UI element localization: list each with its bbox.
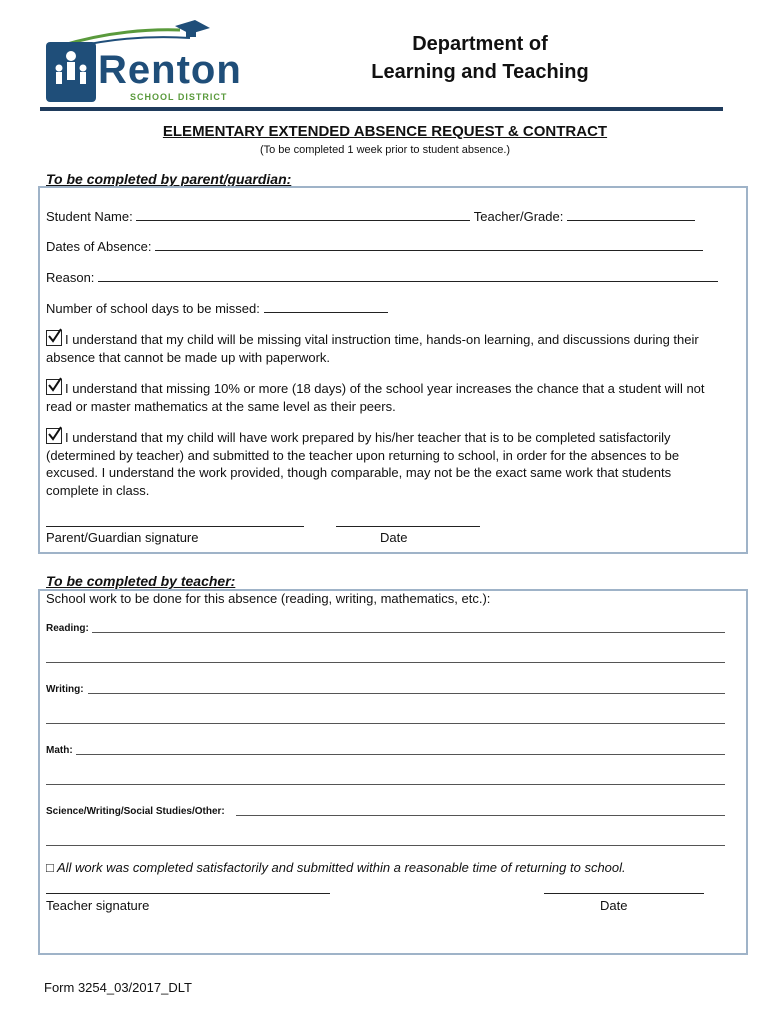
teacher-section-heading: To be completed by teacher:: [46, 573, 236, 589]
writing-line-1[interactable]: [88, 693, 725, 694]
teacher-date-line[interactable]: [544, 893, 704, 894]
statement-2: [46, 379, 726, 415]
teacher-signature-label: Teacher signature: [46, 898, 150, 913]
student-name-row: [46, 207, 695, 224]
dates-field[interactable]: [155, 237, 703, 251]
form-number: Form 3254_03/2017_DLT: [44, 980, 192, 995]
statement-3: [46, 428, 726, 499]
student-name-field[interactable]: [136, 207, 470, 221]
other-subjects-line-1[interactable]: [236, 815, 725, 816]
form-title: ELEMENTARY EXTENDED ABSENCE REQUEST & CONTRACT: [162, 123, 608, 140]
reading-line-1[interactable]: [92, 632, 725, 633]
parent-date-line[interactable]: [336, 526, 480, 527]
reading-label: Reading:: [46, 623, 89, 634]
writing-label: Writing:: [46, 684, 84, 695]
reason-field[interactable]: [98, 268, 718, 282]
student-name-label: Student Name:: [46, 209, 133, 224]
other-subjects-label: Science/Writing/Social Studies/Other:: [46, 806, 225, 817]
statement-1: [46, 330, 726, 366]
days-missed-label: Number of school days to be missed:: [46, 301, 260, 316]
statement-2-text: I understand that missing 10% or more (18 days) of the school year increases the chance that a student will not read or master mathematics at the same level as their peers.: [46, 381, 705, 414]
reason-label: Reason:: [46, 270, 95, 285]
teacher-grade-label: Teacher/Grade:: [473, 209, 564, 224]
teacher-signature-line[interactable]: [46, 893, 330, 894]
checkmark-icon: [47, 377, 63, 393]
parent-section-heading: To be completed by parent/guardian:: [46, 171, 292, 187]
teacher-grade-field[interactable]: [567, 207, 695, 221]
statement-1-text: I understand that my child will be missing vital instruction time, hands-on learning, and discussions during their absence that cannot be made up with paperwork.: [46, 332, 699, 365]
other-subjects-line-2[interactable]: [46, 845, 725, 846]
department-heading: [340, 30, 620, 86]
parent-signature-label: Parent/Guardian signature: [46, 530, 199, 545]
checkbox-3[interactable]: [46, 428, 62, 444]
header-divider: [40, 107, 723, 111]
checkbox-2[interactable]: [46, 379, 62, 395]
reading-line-2[interactable]: [46, 662, 725, 663]
days-missed-field[interactable]: [264, 299, 388, 313]
checkbox-1[interactable]: [46, 330, 62, 346]
completion-statement: □ All work was completed satisfactorily and submitted within a reasonable time of returning to school.: [46, 860, 626, 875]
teacher-intro: School work to be done for this absence (reading, writing, mathematics, etc.):: [46, 591, 491, 606]
dates-row: [46, 237, 703, 254]
parent-date-label: Date: [380, 530, 408, 545]
dates-label: Dates of Absence:: [46, 239, 152, 254]
logo-tagline: SCHOOL DISTRICT: [130, 92, 228, 102]
statement-3-text: I understand that my child will have work prepared by his/her teacher that is to be completed satisfactorily (determined by teacher) and submitted to the teacher upon returning to school, in order for the absences to be excused. I understand the work provided, though comparable, may not be the exact same work that students complete in class.: [46, 430, 680, 498]
renton-logo: [40, 18, 242, 108]
writing-line-2[interactable]: [46, 723, 725, 724]
checkmark-icon: [47, 426, 63, 442]
teacher-date-label: Date: [600, 898, 628, 913]
days-missed-row: [46, 299, 388, 316]
form-subtitle: (To be completed 1 week prior to student absence.): [259, 144, 511, 156]
dept-line-1: Department of: [412, 33, 548, 55]
math-label: Math:: [46, 745, 73, 756]
checkmark-icon: [47, 328, 63, 344]
dept-line-2: Learning and Teaching: [371, 61, 589, 83]
math-line-1[interactable]: [76, 754, 725, 755]
parent-signature-line[interactable]: [46, 526, 304, 527]
logo-wordmark: Renton: [98, 48, 242, 92]
reason-row: [46, 268, 718, 285]
math-line-2[interactable]: [46, 784, 725, 785]
